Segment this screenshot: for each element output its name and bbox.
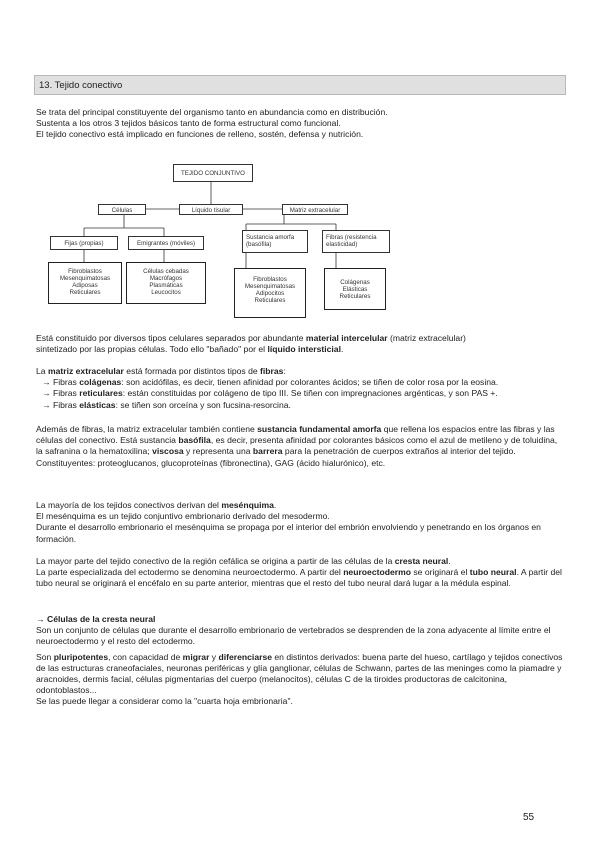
list-item: [36, 400, 564, 411]
text: sintetizado por las propias células. Todo ello "bañado" por el: [36, 344, 268, 355]
intro-line: El tejido conectivo está implicado en funciones de relleno, sostén, defensa y nutrición.: [36, 129, 364, 140]
text: Además de fibras, la matriz extracelular también contiene: [36, 424, 258, 434]
paragraph-material-intercelular: [36, 333, 564, 355]
diagram-text: Colágenas: [340, 279, 370, 286]
term-tubo-neural: tubo neural: [469, 567, 517, 578]
diagram-text: (basófila): [246, 241, 272, 248]
text: La mayoría de los tejidos conectivos derivan del: [36, 500, 222, 510]
diagram-text: Reticulares: [339, 293, 371, 300]
text: :: [283, 366, 286, 376]
diagram-matriz-node: Matriz extracelular: [282, 204, 348, 215]
text: → Fibras: [42, 377, 80, 388]
diagram-text: Células cebadas: [143, 268, 189, 275]
text: Son: [36, 651, 54, 662]
diagram-text: Plasmáticas: [149, 282, 183, 289]
diagram-text: Leucocitos: [151, 289, 181, 296]
diagram-sustancia-list: [234, 268, 306, 318]
term-fibras: fibras: [260, 366, 284, 376]
text: La: [36, 366, 48, 376]
diagram-liquido-node: Líquido tisular: [179, 204, 243, 215]
diagram-sustancia-node: [242, 230, 308, 253]
text: se originará el: [411, 567, 470, 578]
diagram-text: Mesenquimatosas: [59, 275, 111, 282]
diagram-text: Macrófagos: [149, 275, 183, 282]
text: .: [448, 556, 451, 566]
section-title-bar: [34, 75, 566, 95]
diagram-text: Elásticas: [342, 286, 368, 293]
term: sustancia fundamental amorfa: [257, 424, 382, 434]
text: : están constituidas por colágeno de tipo III. Se tiñen con impregnaciones argénticas, y son PAS +.: [122, 388, 498, 399]
text: Durante el desarrollo embrionario el mesénquima se propaga por el interior del embrión envolviendo y penetrando en los órganos en formación.: [36, 522, 541, 544]
text: .: [340, 344, 344, 355]
term: pluripotentes: [53, 651, 109, 662]
intro-line: Se trata del principal constituyente del organismo tanto en abundancia como en distribución.: [36, 107, 388, 117]
term-matriz-extracelular: matriz extracelular: [47, 366, 124, 376]
diagram-root-node: TEJIDO CONJUNTIVO: [173, 164, 253, 182]
text: La mayor parte del tejido conectivo de la región cefálica se origina a partir de las células de la: [36, 556, 395, 566]
term: reticulares: [79, 388, 123, 399]
diagram-fibras-node: [322, 230, 390, 253]
term-neuroectodermo: neuroectodermo: [343, 567, 411, 578]
diagram-emigrantes-node: Emigrantes (móviles): [128, 236, 204, 250]
diagram-text: Reticulares: [254, 297, 286, 304]
paragraph-sustancia-fundamental: [36, 424, 564, 469]
page-number: 55: [523, 812, 535, 823]
text: que rellena los espacios entre las fibras y las células del conectivo. Está sustancia: [36, 424, 555, 446]
section-title: 13. Tejido conectivo: [39, 80, 123, 91]
text: La parte especializada del ectodermo se denomina neuroectodermo. A partir del: [36, 567, 344, 578]
text: (matriz extracelular): [387, 333, 466, 343]
term: colágenas: [79, 377, 122, 388]
text: : son acidófilas, es decir, tienen afinidad por colorantes ácidos; se tiñen de color rosa por la eosina.: [121, 377, 499, 388]
list-item: [36, 377, 564, 388]
term-mesenquima: mesénquima: [221, 500, 274, 510]
term: barrera: [252, 446, 283, 457]
term-material-intercelular: material intercelular: [305, 333, 388, 343]
text: , con capacidad de: [108, 651, 183, 662]
list-item: [36, 388, 564, 399]
intro-line: Sustenta a los otros 3 tejidos básicos tanto de forma estructural como funcional.: [36, 118, 341, 129]
diagram-text: Mesenquimatosas: [244, 283, 296, 290]
intro-paragraph: [36, 107, 564, 141]
text: está formada por distintos tipos de: [123, 366, 261, 376]
diagram-text: Sustancia amorfa: [246, 234, 295, 241]
term: elásticas: [79, 399, 116, 410]
term: viscosa: [152, 446, 184, 457]
diagram-text: Fibroblastos: [68, 268, 102, 275]
text: Constituyentes: proteoglucanos, glucoproteínas (fibronectina), GAG (ácido hialurónico), etc.: [36, 457, 386, 468]
term: diferenciarse: [218, 651, 273, 662]
diagram-text: Fibroblastos: [253, 276, 287, 283]
text: para la penetración de cuerpos extraños al interior del tejido.: [282, 446, 516, 457]
diagram-text: elasticidad): [326, 241, 358, 248]
section-celulas-cresta-neural: [36, 614, 564, 708]
term-cresta-neural: cresta neural: [394, 556, 449, 566]
text: → Fibras: [42, 399, 80, 410]
text: en distintos derivados: buena parte del hueso, cartílago y tejidos conectivos de las estructuras craneofaciales, neuronas periféricas y glía ganglionar, células de Schwann, partes de las meninges como la piamadre y aracnoides, dermis facial, células pigmentarias del cuerpo (melanocitos), células C de la tiroides productoras de calcitonina, odontoblastos...: [36, 651, 563, 696]
text: : se tiñen son orceína y son fucsina-resorcina.: [115, 399, 291, 410]
diagram-fijas-node: Fijas (propias): [50, 236, 118, 250]
diagram-fibras-list: [324, 268, 386, 310]
term: migrar: [182, 651, 210, 662]
connective-tissue-diagram: [46, 160, 376, 330]
text: Está constituido por diversos tipos celulares separados por abundante: [36, 333, 306, 343]
text: El mesénquima es un tejido conjuntivo embrionario derivado del mesodermo.: [36, 511, 330, 522]
diagram-text: Fibras (resistencia: [326, 234, 377, 241]
term: basófila: [178, 435, 211, 446]
diagram-fijas-list: [48, 262, 122, 304]
subheading: → Células de la cresta neural: [36, 614, 156, 624]
text: .: [273, 500, 277, 510]
diagram-emigrantes-list: [126, 262, 206, 304]
text: , es decir, presenta afinidad por colorantes básicos como el azul de metileno y de toluidina, la safranina o la hematoxilina;: [36, 435, 558, 457]
paragraph-fibras: [36, 366, 564, 411]
diagram-text: Adipocitos: [255, 290, 285, 297]
term-liquido-intersticial: líquido intersticial: [267, 344, 341, 355]
diagram-text: Reticulares: [69, 289, 101, 296]
text: Son un conjunto de células que durante el desarrollo embrionario de vertebrados se desprenden de la zona adyacente al límite entre el neuroectodermo y el resto del ectodermo.: [36, 625, 551, 647]
diagram-celulas-node: Células: [98, 204, 146, 215]
paragraph-mesenquima: [36, 500, 564, 545]
text: Se las puede llegar a considerar como la "cuarta hoja embrionaria".: [36, 696, 293, 707]
text: → Fibras: [42, 388, 80, 399]
diagram-text: Adiposas: [72, 282, 98, 289]
text: y: [209, 651, 219, 662]
paragraph-cresta-neural: [36, 556, 564, 590]
text: y representa una: [183, 446, 253, 457]
text: . A partir del tubo neural se originará el encéfalo en su parte anterior, mientras que el resto del tubo neural dará lugar a la médula espinal.: [36, 567, 562, 589]
